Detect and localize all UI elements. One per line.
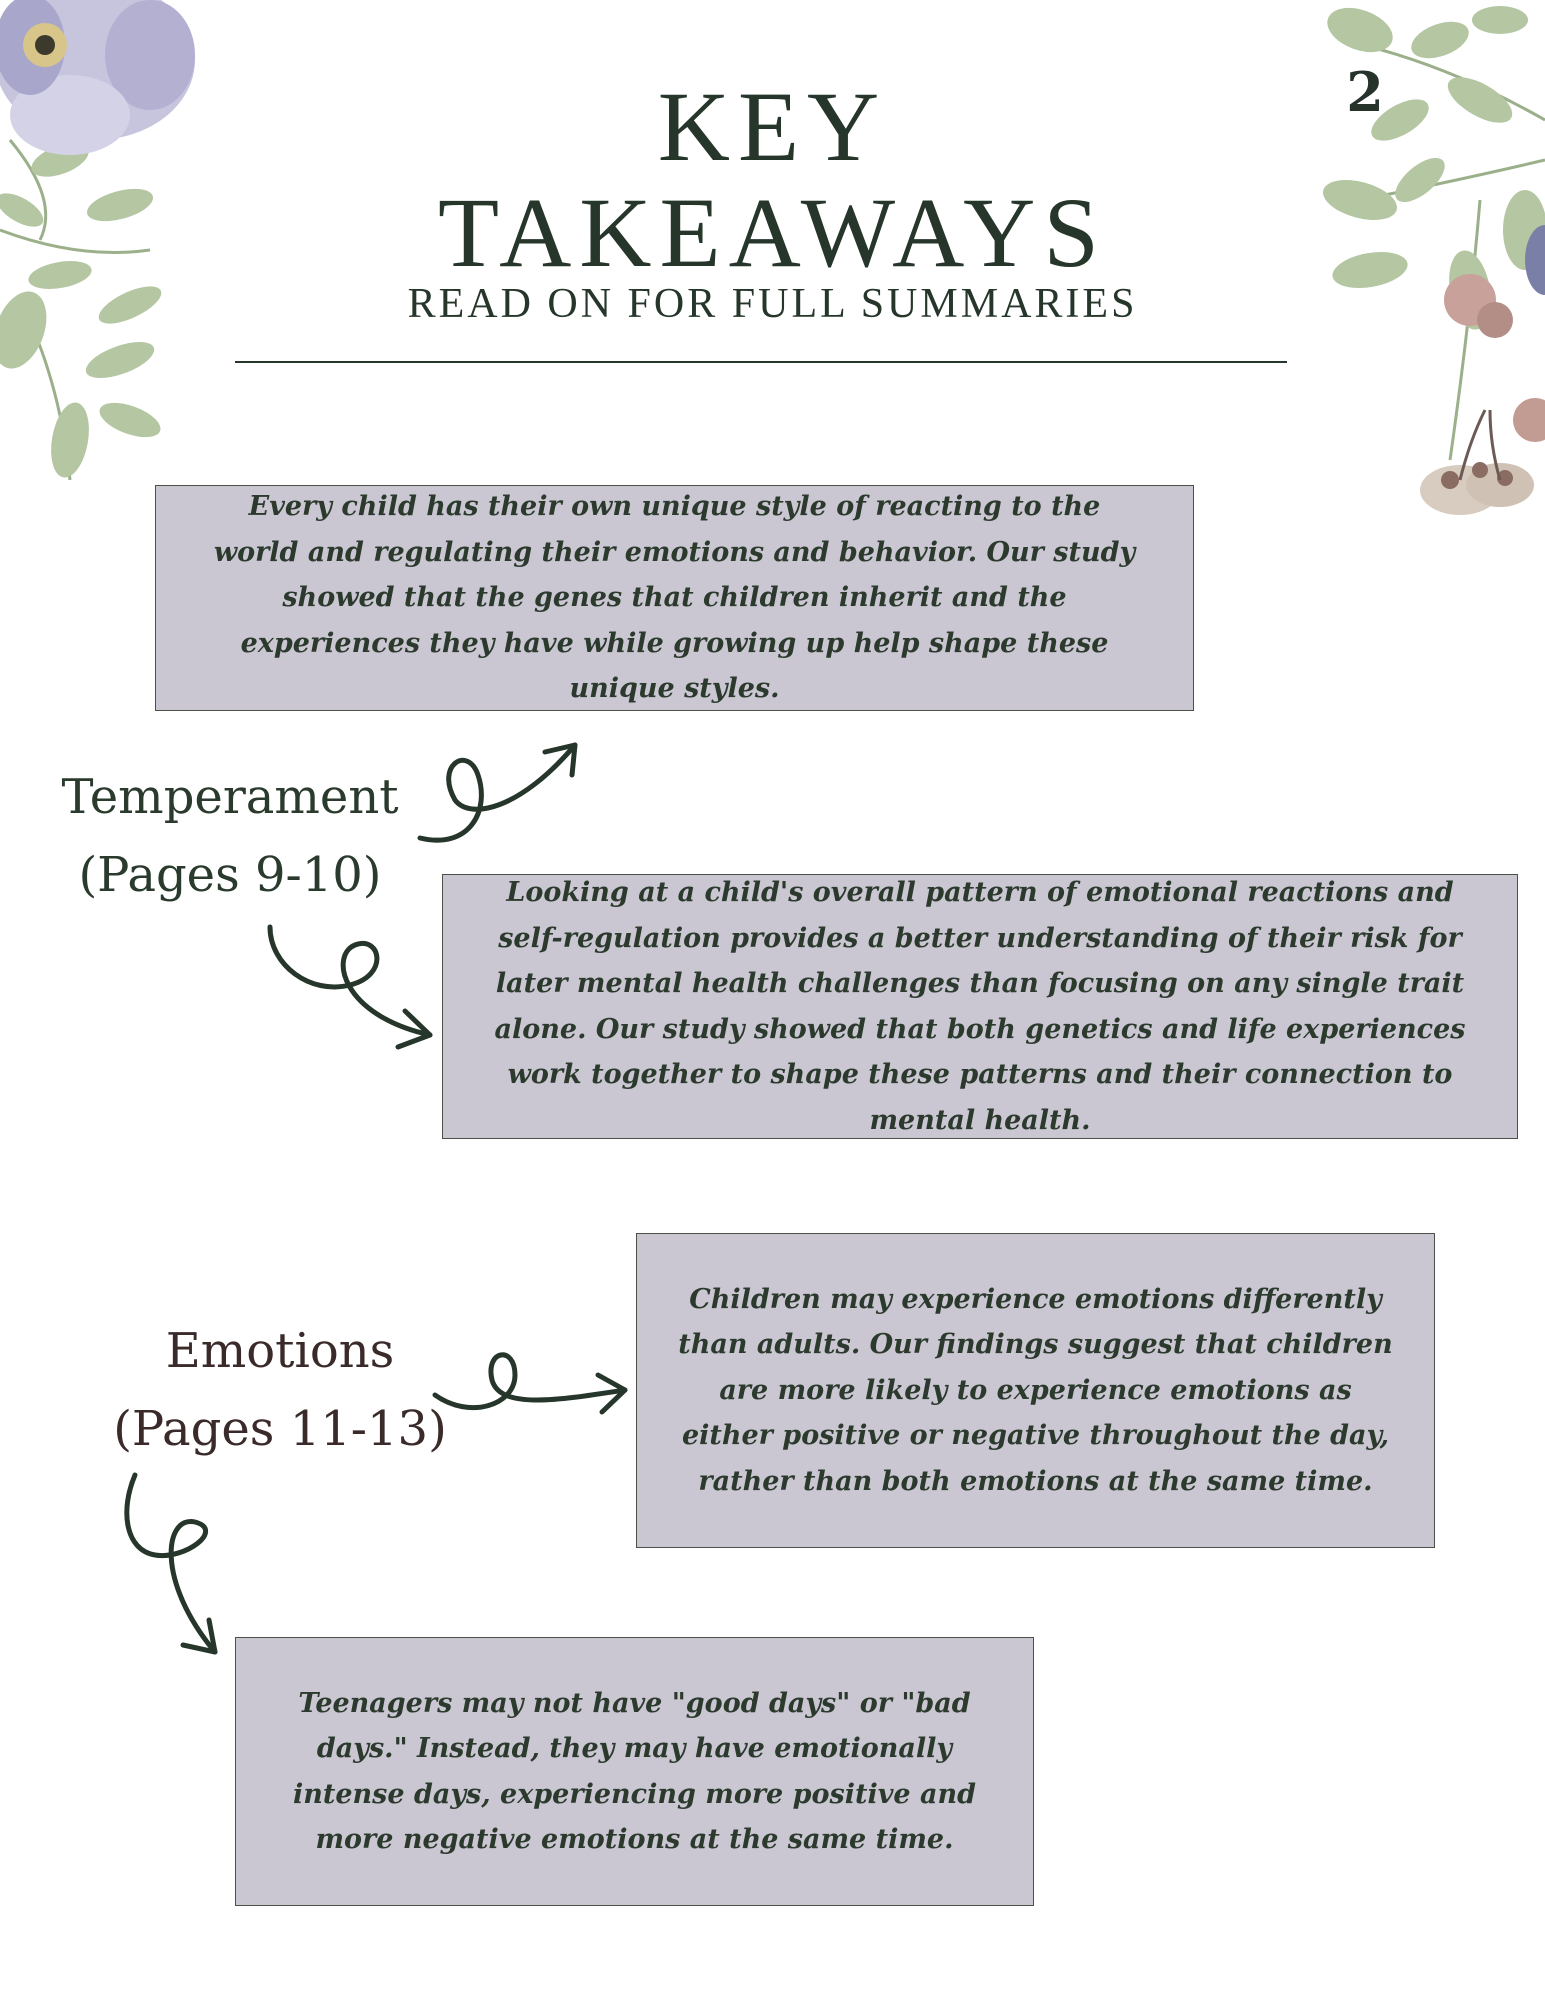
curly-arrow-icon [430,1340,630,1430]
takeaway-text: Every child has their own unique style of reacting to the world and regulating their emotions and behavior. Our study showed that the genes that children inherit and the experiences they have while growing up help shape these unique styles. [213,491,1136,705]
curly-arrow-icon [410,720,590,850]
section-label-title: Emotions [165,1323,395,1379]
section-label-pages: (Pages 9-10) [78,847,382,903]
takeaway-text: Children may experience emotions differently than adults. Our findings suggest that children are more likely to experience emotions as either positive or negative throughout the day, rather than both emotions at the same time. [678,1283,1393,1497]
takeaway-box-temperament-2 [442,874,1518,1139]
takeaway-box-temperament-1 [155,485,1194,711]
page-title-line-1: KEY [657,71,888,182]
section-label-title: Temperament [61,769,399,825]
takeaway-box-emotions-1 [636,1233,1435,1548]
page-number: 2 [1346,60,1384,124]
header-divider [235,361,1287,363]
section-label-pages: (Pages 11-13) [113,1401,447,1457]
takeaway-text: Teenagers may not have "good days" or "bad days." Instead, they may have emotionally intense days, experiencing more positive and more negative emotions at the same time. [293,1687,976,1855]
section-label-temperament [40,758,420,914]
page-title-line-2: TAKEAWAYS [438,177,1107,288]
curly-arrow-icon [115,1470,235,1660]
takeaway-box-emotions-2 [235,1637,1034,1906]
curly-arrow-icon [260,915,440,1060]
takeaway-text: Looking at a child's overall pattern of emotional reactions and self-regulation provides a better understanding of their risk for later mental health challenges than focusing on any single trait alone. Our study showed that both genetics and life experiences work together to shape these patterns and their connection to mental health. [494,877,1466,1136]
section-label-emotions [110,1312,450,1468]
page-subtitle: READ ON FOR FULL SUMMARIES [407,281,1138,327]
